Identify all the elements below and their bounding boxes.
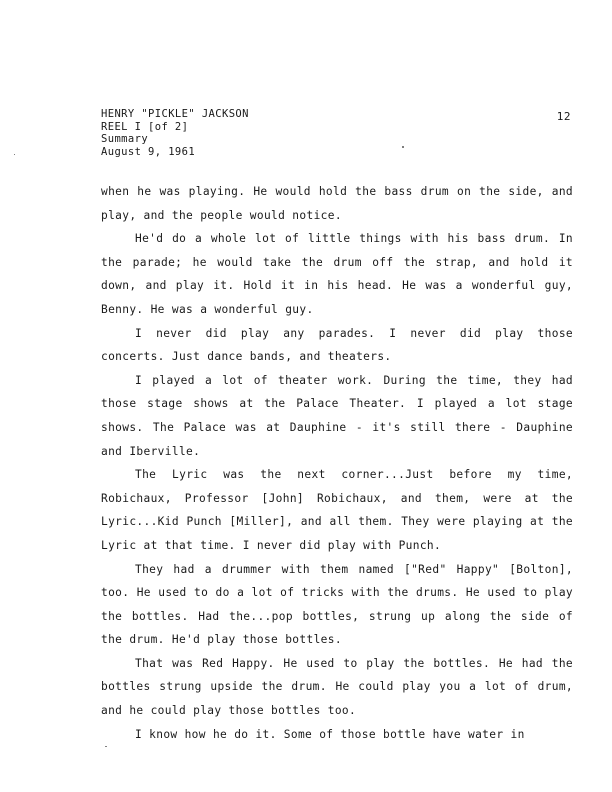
header-type: Summary	[101, 133, 149, 145]
document-header	[101, 108, 249, 158]
transcript-body	[101, 180, 573, 746]
scan-speck	[14, 154, 15, 155]
scan-speck	[402, 146, 404, 148]
page-number: 12	[556, 110, 571, 123]
paragraph: I played a lot of theater work. During the time, they had those stage shows at the Palace Theater. I played a lot stage shows. The Palace was at Dauphine - it's still there - Dauphine and Iberville.	[101, 373, 573, 458]
paragraph: I never did play any parades. I never did play those concerts. Just dance bands, and theaters.	[101, 326, 573, 364]
header-reel: REEL I [of 2]	[101, 120, 189, 133]
paragraph: They had a drummer with them named ["Red" Happy" [Bolton], too. He used to do a lot of tricks with the drums. He used to play the bottles. Had the...pop bottles, strung up along the side of the drum. He'd play those bottles.	[101, 562, 573, 647]
paragraph: I know how he do it. Some of those bottle have water in	[135, 727, 525, 741]
paragraph: The Lyric was the next corner...Just before my time, Robichaux, Professor [John] Robichaux, and them, were at the Lyric...Kid Punch [Miller], and all them. They were playing at the Lyric at that time. I never did play with Punch.	[101, 468, 573, 552]
paragraph: He'd do a whole lot of little things with his bass drum. In the parade; he would take the drum off the strap, and hold it down, and play it. Hold it in his head. He was a wonderful guy, Benny. He was a wonderful guy.	[101, 232, 573, 316]
header-interviewee: HENRY "PICKLE" JACKSON	[101, 108, 249, 120]
header-date: August 9, 1961	[101, 145, 196, 158]
paragraph: That was Red Happy. He used to play the bottles. He had the bottles strung upside the drum. He could play you a lot of drum, and he could play those bottles too.	[101, 656, 573, 718]
scan-speck	[105, 746, 107, 747]
paragraph: when he was playing. He would hold the bass drum on the side, and play, and the people would notice.	[101, 185, 573, 222]
